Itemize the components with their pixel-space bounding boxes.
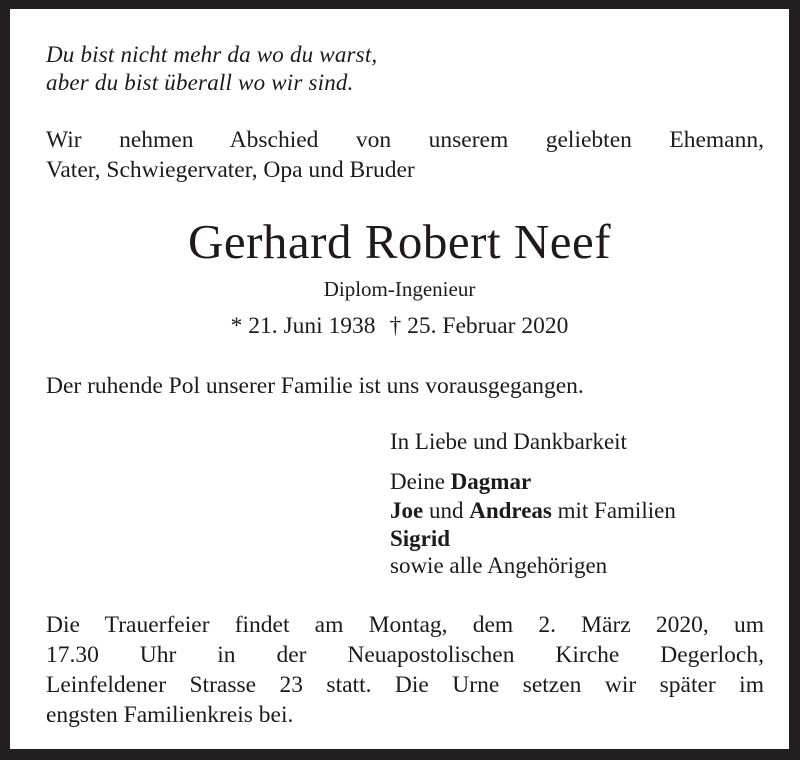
signoff-line-4: sowie alle Angehörigen — [390, 553, 608, 578]
intro-line-1: Wir nehmen Abschied von unserem geliebten Ehemann, — [46, 127, 764, 153]
signoff-line-1 — [390, 468, 531, 496]
cross-icon: † — [389, 313, 402, 339]
ceremony-line-4: engsten Familienkreis bei. — [46, 702, 294, 728]
motto-line-1: Du bist nicht mehr da wo du warst, — [46, 42, 378, 67]
birth-symbol-icon: * — [230, 313, 243, 339]
mourner-name: Andreas — [469, 498, 552, 523]
deceased-name: Gerhard Robert Neef — [187, 214, 612, 269]
birth-date: 21. Juni 1938 — [248, 313, 376, 339]
death-date: 25. Februar 2020 — [407, 313, 569, 339]
signoff-line-2 — [390, 497, 676, 525]
life-dates — [10, 311, 789, 341]
signoff-connector: und — [428, 498, 464, 523]
motto-line-2: aber du bist überall wo wir sind. — [46, 70, 354, 95]
ceremony-line-1: Die Trauerfeier findet am Montag, dem 2. März 2020, um — [46, 612, 764, 638]
ceremony-line-2: 17.30 Uhr in der Neuapostolischen Kirche Degerloch, — [46, 642, 764, 668]
mourner-name: Sigrid — [390, 526, 451, 551]
signoff-line-3 — [390, 525, 450, 553]
mourner-name: Dagmar — [450, 469, 532, 494]
ceremony-line-3: Leinfeldener Strasse 23 statt. Die Urne setzen wir später im — [46, 672, 764, 698]
signoff-suffix: mit Familien — [557, 498, 676, 523]
deceased-title: Diplom-Ingenieur — [323, 277, 476, 301]
tribute-text: Der ruhende Pol unserer Familie ist uns vorausgegangen. — [46, 373, 584, 399]
signoff-heading: In Liebe und Dankbarkeit — [390, 429, 627, 454]
mourner-name: Joe — [390, 498, 424, 523]
signoff-prefix: Deine — [390, 469, 445, 494]
intro-line-2: Vater, Schwiegervater, Opa und Bruder — [46, 157, 415, 183]
